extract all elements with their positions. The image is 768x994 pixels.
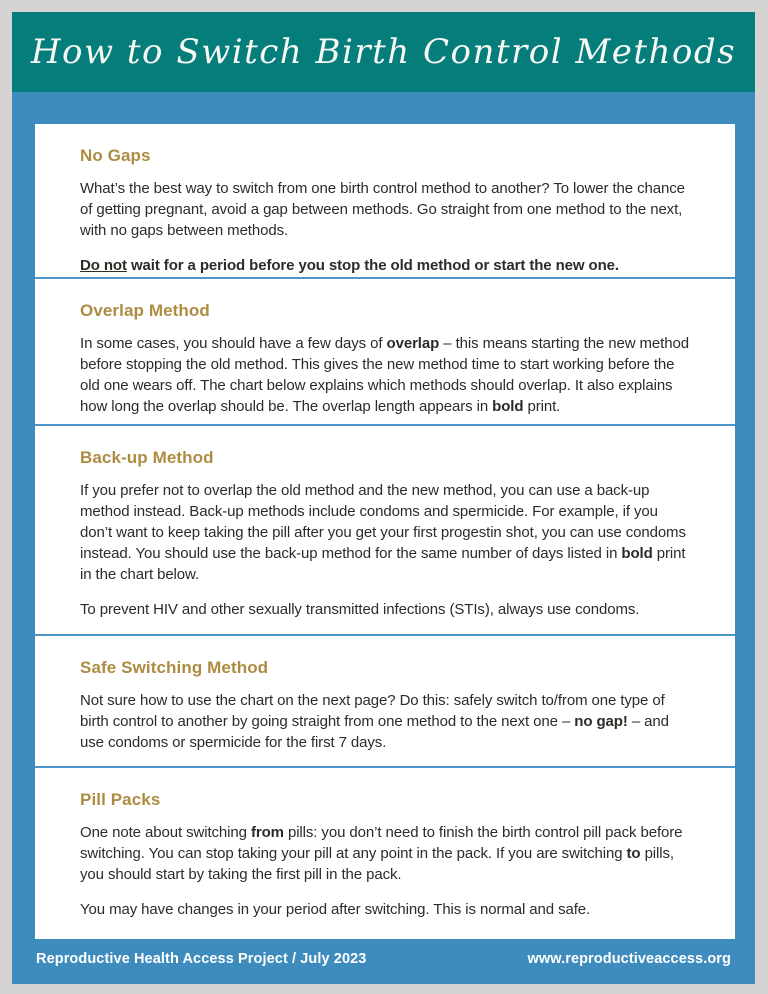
- paragraph: What’s the best way to switch from one birth control method to another? To lower the chance of getting pregnant, avoid a gap between methods. Go straight from one method to the next, with no gaps between methods.: [80, 180, 685, 239]
- page-title: How to Switch Birth Control Methods: [30, 32, 737, 72]
- section-heading: Back-up Method: [80, 448, 214, 467]
- footer-source-date: Reproductive Health Access Project / July 2023: [36, 951, 367, 967]
- section-heading: Overlap Method: [80, 301, 210, 320]
- content-card: [35, 124, 735, 939]
- section-heading: No Gaps: [80, 146, 151, 165]
- section-back-up-method: [35, 424, 735, 620]
- paragraph: If you prefer not to overlap the old method and the new method, you can use a back-up method instead. Back-up methods include condoms and spermicide. For example, if you don’t want to keep taking the pill after you get your first progestin shot, you can use condoms instead. You should use the back-up method for the same number of days listed in bold print in the chart below.: [80, 482, 686, 583]
- paragraph: Not sure how to use the chart on the next page? Do this: safely switch to/from one type of birth control to another by going straight from one method to the next one – no gap! – and use condoms or spermicide for the first 7 days.: [80, 692, 669, 751]
- document-sheet: [12, 12, 755, 984]
- section-safe-switching-method: [35, 634, 735, 766]
- paragraph: Do not wait for a period before you stop the old method or start the new one.: [80, 257, 619, 274]
- paragraph: You may have changes in your period after switching. This is normal and safe.: [80, 901, 591, 918]
- footer-website-url[interactable]: www.reproductiveaccess.org: [527, 951, 731, 967]
- paragraph: To prevent HIV and other sexually transmitted infections (STIs), always use condoms.: [80, 601, 640, 618]
- section-overlap-method: [35, 277, 735, 424]
- paragraph: One note about switching from pills: you don’t need to finish the birth control pill pack before switching. You can stop taking your pill at any point in the pack. If you are switching to pills, you should start by taking the first pill in the pack.: [80, 824, 683, 883]
- content-area: [12, 92, 755, 939]
- section-no-gaps: [35, 124, 735, 277]
- paragraph: In some cases, you should have a few days of overlap – this means starting the new method before stopping the old method. This gives the new method time to start working before the old one wears off. The chart below explains which methods should overlap. It also explains how long the overlap should be. The overlap length appears in bold print.: [80, 335, 689, 415]
- footer: [12, 939, 755, 984]
- section-heading: Safe Switching Method: [80, 658, 269, 677]
- section-heading: Pill Packs: [80, 790, 161, 809]
- header-band: [12, 12, 755, 92]
- section-pill-packs: [35, 766, 735, 939]
